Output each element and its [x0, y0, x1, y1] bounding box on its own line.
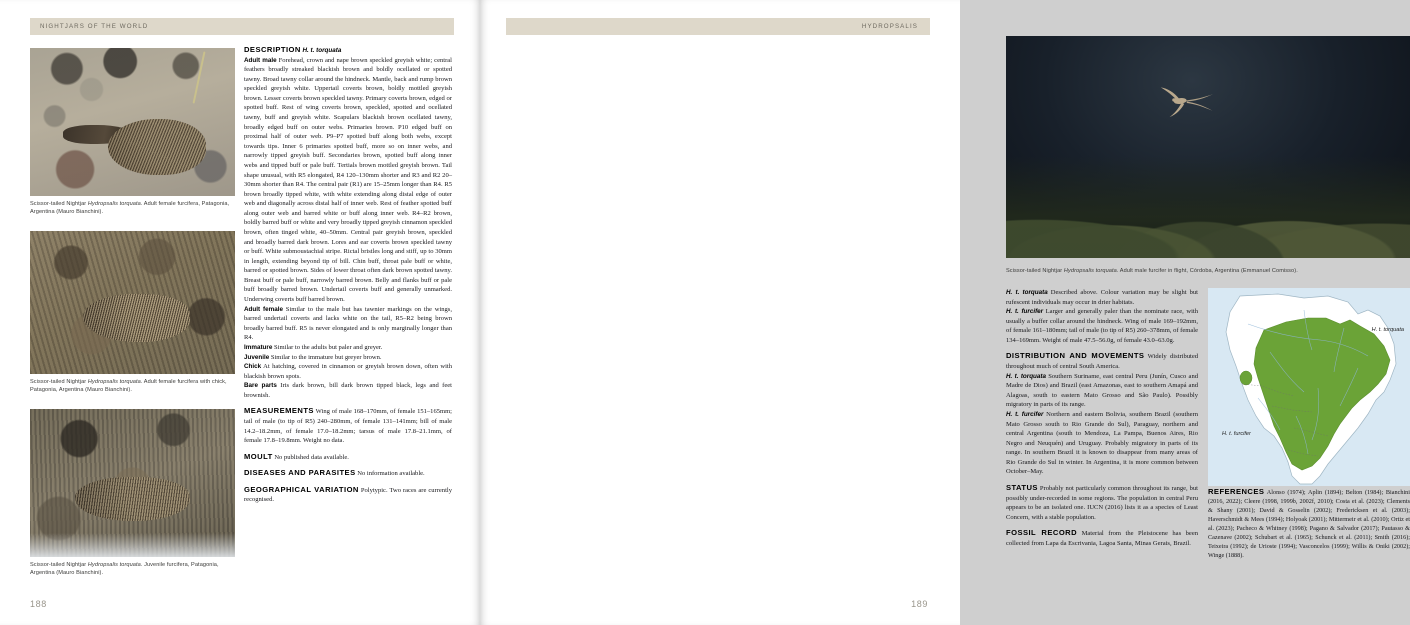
- map-south-america-svg: [1208, 288, 1410, 486]
- adult-male-label: Adult male: [244, 56, 277, 64]
- dist-furcifer-text: Northern and eastern Bolivia, southern Brazil (southern Mato Grosso south to Rio Grande do Sul), Paraguay, northern and central Argentina (south to Mendoza, La Pampa, Buenos Aires, Rio Negro and Neuquén) and Uruguay. Probably migratory in parts of its range. In southern Brazil it is known to disappear from many areas of Rio Grande do Sul in winter. In Argentina, it is more common between October–May.: [1006, 410, 1199, 476]
- race-torquata-label: H. t. torquata: [1006, 289, 1048, 296]
- immature-label: Immature: [244, 343, 273, 351]
- description-heading-line: [244, 44, 452, 56]
- right-folio-number: 189: [911, 599, 928, 609]
- caption-scientific-1: Hydropsalis torquata: [87, 201, 141, 207]
- hero-caption-detail: . Adult male furcifer in flight, Córdoba, Argentina (Emmanuel Comisso).: [1116, 268, 1298, 274]
- photo-caption-3: [30, 561, 235, 578]
- hero-caption-scientific: Hydropsalis torquata: [1063, 268, 1117, 274]
- vegetation-silhouette: [1006, 156, 1410, 258]
- race-furcifer-paragraph: [1006, 307, 1198, 345]
- chick-paragraph: [244, 362, 452, 381]
- references-heading: REFERENCES: [1208, 487, 1265, 496]
- caption-detail-3: . Juvenile furcifera, Patagonia, Argentina (Mauro Bianchini).: [30, 561, 219, 576]
- photo-block-1: [30, 48, 235, 217]
- fossil-record-text: Material from the Pleistocene has been collected from Lapa da Escrivania, Lagoa Santa, Minas Gerais, Brazil.: [1006, 530, 1198, 547]
- photo-adult-female-furcifera: [30, 48, 235, 196]
- measurements-paragraph: [244, 405, 452, 445]
- chick-text: At hatching, covered in cinnamon or greyish brown down, often with blackish brown spots.: [244, 363, 452, 380]
- photo-caption-2: [30, 378, 235, 395]
- map-label-furcifer: H. t. furcifer: [1222, 431, 1251, 437]
- references-paragraph: [1208, 486, 1410, 560]
- photo-adult-female-with-chick: [30, 231, 235, 374]
- distribution-heading: DISTRIBUTION AND MOVEMENTS: [1006, 351, 1145, 361]
- bird-body-shape: [75, 477, 190, 521]
- status-paragraph: [1006, 482, 1198, 522]
- nightjar-in-flight-shape: [1127, 80, 1248, 129]
- left-text-column: [244, 44, 452, 505]
- snow-patch-shape: [30, 533, 235, 557]
- caption-species-3: Scissor-tailed Nightjar: [30, 561, 88, 568]
- hero-photo-caption: [1006, 267, 1410, 275]
- race-furcifer-text: Larger and generally paler than the nominate race, with usually a buffer collar around the hindneck. Wing of male 169–192mm, of female 161–180mm; tail of male (to tip of R5) 260–378mm, of female 134–169mm. Weight of male 47.5–56.0g, of female 43.0–63.0g.: [1006, 308, 1198, 344]
- right-page: [480, 0, 1410, 625]
- left-photo-column: [30, 48, 235, 591]
- geo-variation-heading: GEOGRAPHICAL VARIATION: [244, 484, 359, 494]
- diseases-heading: DISEASES AND PARASITES: [244, 468, 356, 478]
- immature-text: Similar to the adults but paler and greyer.: [272, 343, 383, 351]
- left-page: [0, 0, 480, 625]
- measurements-text: Wing of male 168–170mm, of female 151–165mm; tail of male (to tip of R5) 240–280mm, of female 131–141mm; bill of male 14.2–18.2mm, of female 17.0–18.2mm; tarsus of male 17.8–21.1mm, of female 17.8–19.8mm. Weight no data.: [244, 408, 452, 445]
- adult-male-text: Forehead, crown and nape brown speckled greyish white; central feathers broadly streaked blackish brown and boldly ocellated or spotted tawny. Broad tawny collar around the hindneck. Mantle, back and rump brown speckled greyish white. Uppertail coverts brown, boldly mottled greyish brown. Lesser coverts brown speckled tawny. Primary coverts brown, edged or spotted buff. Rest of wing coverts brown, speckled, spotted and ocellated tawny, buff and greyish white. Scapulars blackish brown ocellated tawny, broadly edged buff on outer webs. Primaries brown. P10 edged buff on proximal half of outer web. P9–P7 spotted buff along both webs, except towards tips. Inner 6 primaries spotted buff, more so on inner webs, and narrowly tipped greyish buff. Secondaries brown, spotted buff along inner webs and tipped buff or pale buff. Tertials brown mottled greyish brown. Tail shape unusual, with R5 elongated, R4 120–130mm shorter and R3 and R2 20–30mm shorter than R4. The central pair (R1) are 15–25mm longer than R4. R5 brown broadly tipped white, with white extending along distal edge of outer web and diagonally across distal half of inner web. Rest of feather spotted buff along outer web and barred white or buff along inner web. R4–R2 brown, boldly barred buff or white and very broadly tipped greyish cinnamon speckled brown, often tinged white, 40–50mm. Central pair greyish brown, speckled and broadly barred dark brown. Lores and ear coverts brown speckled tawny or buff. White submoustachial stripe. Rictal bristles long and stiff, up to 30mm in length, extending beyond tip of bill. Chin buff, throat pale buff or white, barred or spotted brown. Sides of lower throat often dark brown spotted tawny. Breast buff or pale buff, narrowly barred brown. Belly and flanks buff or pale buff broadly barred brown. Undertail coverts buff and generally unmarked. Underwing coverts buff barred brown.: [244, 56, 452, 304]
- bare-parts-text: Iris dark brown, bill dark brown tipped black, legs and feet brownish.: [244, 382, 452, 399]
- race-furcifer-label: H. t. furcifer: [1006, 308, 1044, 316]
- left-running-header-band: [30, 18, 454, 35]
- diseases-paragraph: [244, 467, 452, 479]
- geo-variation-paragraph: [244, 484, 452, 505]
- right-running-header-band: [506, 18, 930, 35]
- references-text: Alonso (1974); Aplin (1894); Belton (1984); Bianchini (2016, 2022); Cleere (1998, 1999b, 2002f, 2010); Costa et al. (2023); Clements & Shany (2001); David & Gosselin (2002); Fredericksen et al. (2003); Haverschmidt & Mees (1994); Holyoak (2001); Mittermeir et al. (2010); Ortiz et al. (2023); Pacheco & Whitney (1998); Pagano & Salvador (2017); Pautasso & Cazenave (2002); Schubart et al. (1965); Schunck et al. (2011); Smith (2016); Teixeira (1992); de Urioste (1994); Vasconcelos (1999); Willis & Oniki (2002); Winge (1888).: [1208, 489, 1410, 560]
- diseases-text: No information available.: [355, 470, 425, 478]
- moult-heading: MOULT: [244, 451, 273, 461]
- juvenile-label: Juvenile: [244, 353, 270, 361]
- fossil-record-paragraph: [1006, 527, 1198, 548]
- race-torquata-text: Described above. Colour variation may be slight but rufescent individuals may occur in drier habitats.: [1006, 289, 1198, 306]
- caption-detail-1: . Adult female furcifera, Patagonia, Argentina (Mauro Bianchini).: [30, 201, 230, 216]
- caption-detail-2: . Adult female furcifera with chick, Patagonia, Argentina (Mauro Bianchini).: [30, 378, 227, 394]
- description-heading: DESCRIPTION: [244, 45, 301, 54]
- right-text-column-left: [1006, 288, 1198, 548]
- moult-paragraph: [244, 451, 452, 463]
- dist-torquata-label: H. t. torquata: [1006, 372, 1047, 380]
- dist-torquata-text: Southern Suriname, east central Peru (Junín, Cusco and Madre de Dios) and Brazil (east Amazonas, east to southern Amapá and Alagoas, south to eastern Mato Grosso and São Paulo). Possibly migratory in parts of its range.: [1006, 372, 1198, 409]
- status-text: Probably not particularly common throughout its range, but possibly under-recorded in some regions. The population in central Peru appears to be an isolated one. IUCN (2016) lists it as a species of Least Concern, with a stable population.: [1006, 484, 1198, 521]
- map-peru-isolated-population: [1240, 371, 1252, 385]
- left-running-header: NIGHTJARS OF THE WORLD: [40, 23, 149, 30]
- measurements-heading: MEASUREMENTS: [244, 406, 314, 416]
- dist-furcifer-label: H. t. furcifer: [1006, 410, 1044, 418]
- immature-paragraph: [244, 343, 452, 353]
- photo-block-3: [30, 409, 235, 578]
- caption-species-2: Scissor-tailed Nightjar: [30, 378, 88, 385]
- dist-furcifer-paragraph: [1006, 410, 1198, 477]
- distribution-paragraph: [1006, 350, 1198, 371]
- caption-scientific-3: Hydropsalis torquata: [87, 561, 141, 568]
- description-subject: H. t. torquata: [302, 47, 342, 54]
- dist-torquata-paragraph: [1006, 372, 1198, 410]
- bird-body-shape: [83, 294, 190, 343]
- geo-variation-text: Polytypic. Two races are currently recognised.: [244, 486, 452, 504]
- hero-caption-species: Scissor-tailed Nightjar: [1006, 268, 1064, 274]
- photo-block-2: [30, 231, 235, 395]
- bare-parts-paragraph: [244, 381, 452, 400]
- fossil-record-heading: FOSSIL RECORD: [1006, 528, 1078, 538]
- distribution-text: Widely distributed throughout much of central South America.: [1006, 353, 1199, 371]
- bird-body-shape: [108, 119, 206, 175]
- caption-species-1: Scissor-tailed Nightjar: [30, 201, 88, 207]
- moult-text: No published data available.: [272, 453, 349, 461]
- adult-female-paragraph: [244, 305, 452, 343]
- bare-parts-label: Bare parts: [244, 382, 277, 390]
- adult-female-text: Similar to the male but has tawnier markings on the wings, barred undertail coverts and lacks white on the tail, R5–R2 being brown broadly barred buff. R5 is never elongated and is only marginally longer than R4.: [244, 305, 452, 342]
- distribution-map: [1208, 288, 1410, 486]
- right-running-header: HYDROPSALIS: [861, 23, 918, 30]
- photo-caption-1: [30, 200, 235, 217]
- photo-juvenile-furcifera: [30, 409, 235, 557]
- adult-female-label: Adult female: [244, 305, 283, 313]
- status-heading: STATUS: [1006, 482, 1038, 492]
- juvenile-paragraph: [244, 353, 452, 363]
- left-folio-number: 188: [30, 599, 47, 609]
- right-text-column-right: [1208, 288, 1410, 560]
- race-torquata-paragraph: [1006, 288, 1198, 307]
- map-label-torquata: H. t. torquata: [1371, 327, 1404, 333]
- juvenile-text: Similar to the immature but greyer brown.: [269, 353, 382, 361]
- photo-adult-male-in-flight: [1006, 36, 1410, 258]
- adult-male-paragraph: [244, 56, 452, 305]
- caption-scientific-2: Hydropsalis torquata: [87, 378, 141, 385]
- chick-label: Chick: [244, 363, 262, 371]
